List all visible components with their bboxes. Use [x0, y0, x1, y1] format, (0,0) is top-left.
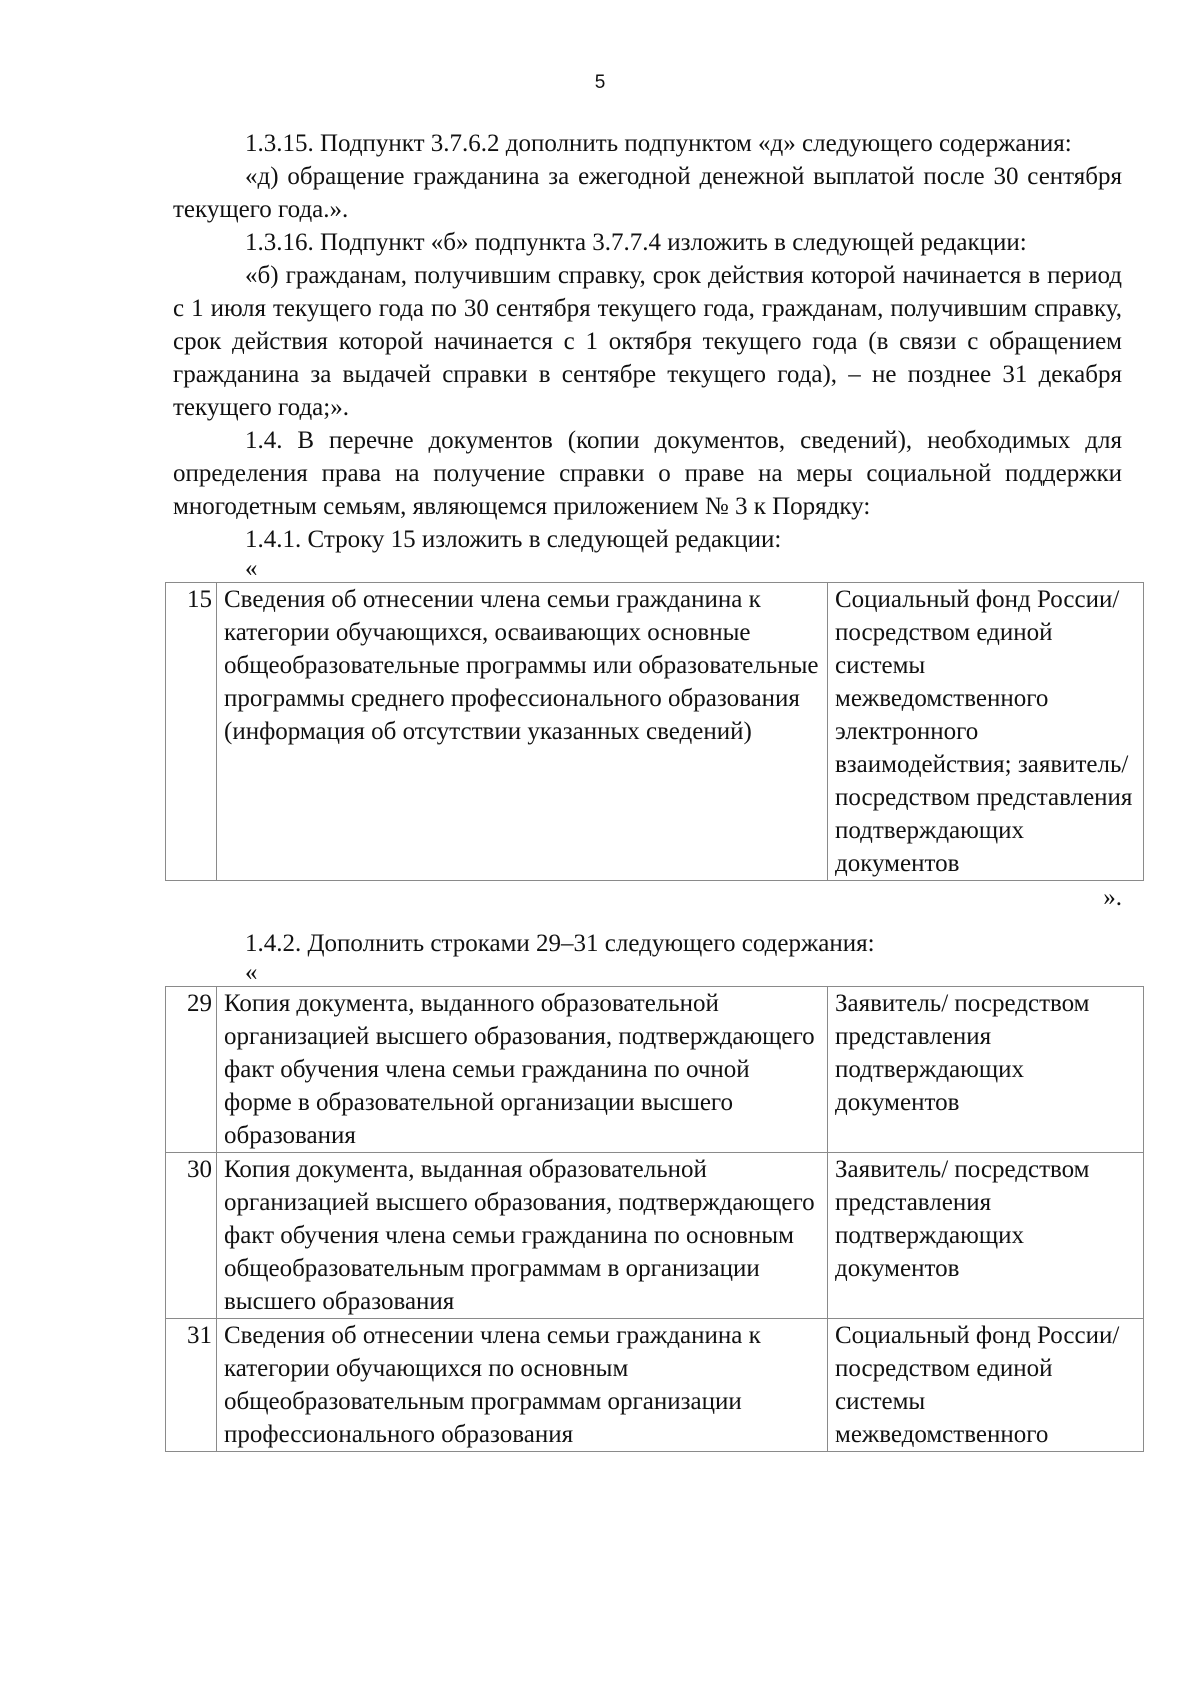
row-description: Сведения об отнесении члена семьи гражданина к категории обучающихся по основным общеобразовательным программам организации профессионального образования [217, 1319, 828, 1452]
row-number: 29 [166, 987, 217, 1153]
table-row [166, 583, 1144, 881]
row-description: Сведения об отнесении члена семьи гражданина к категории обучающихся, осваивающих основные общеобразовательные программы или образовательные программы среднего профессионального образования (информация об отсутствии указанных сведений) [217, 583, 828, 881]
table-rows-29-31 [165, 986, 1144, 1452]
row-number: 15 [166, 583, 217, 881]
paragraph-subitem-d: «д) обращение гражданина за ежегодной денежной выплатой после 30 сентября текущего года.». [173, 163, 1122, 223]
table-row [166, 1319, 1144, 1452]
page-body [173, 127, 1133, 1452]
table-row-15 [165, 582, 1144, 881]
paragraph-1-3-16: 1.3.16. Подпункт «б» подпункта 3.7.7.4 изложить в следующей редакции: [245, 229, 1027, 256]
quote-open-mark-2: « [245, 959, 258, 986]
quote-close-mark: ». [1103, 884, 1122, 911]
row-description: Копия документа, выданная образовательной организацией высшего образования, подтверждающего факт обучения члена семьи гражданина по основным общеобразовательным программам в организации высшего образования [217, 1153, 828, 1319]
paragraph-1-3-15: 1.3.15. Подпункт 3.7.6.2 дополнить подпунктом «д» следующего содержания: [245, 130, 1072, 157]
row-source: Заявитель/ посредством представления подтверждающих документов [828, 987, 1144, 1153]
row-description: Копия документа, выданного образовательной организацией высшего образования, подтверждающего факт обучения члена семьи гражданина по очной форме в образовательной организации высшего образования [217, 987, 828, 1153]
paragraph-1-4-2: 1.4.2. Дополнить строками 29–31 следующего содержания: [245, 930, 875, 957]
quote-open-mark: « [245, 555, 258, 582]
paragraph-1-4-1: 1.4.1. Строку 15 изложить в следующей редакции: [245, 526, 782, 553]
paragraph-subitem-b: «б) гражданам, получившим справку, срок действия которой начинается в период с 1 июля текущего года по 30 сентября текущего года, гражданам, получившим справку, срок действия которой начинается с 1 октября текущего года (в связи с обращением гражданина за выдачей справки в сентябре текущего года), – не позднее 31 декабря текущего года;». [173, 262, 1122, 421]
paragraph-1-4: 1.4. В перечне документов (копии документов, сведений), необходимых для определения права на получение справки о праве на меры социальной поддержки многодетным семьям, являющемся приложением № 3 к Порядку: [173, 427, 1122, 520]
table-row [166, 1153, 1144, 1319]
table-row [166, 987, 1144, 1153]
row-source: Социальный фонд России/ посредством единой системы межведомственного электронного взаимодействия; заявитель/ посредством представления подтверждающих документов [828, 583, 1144, 881]
page-number: 5 [594, 72, 606, 93]
row-source: Заявитель/ посредством представления подтверждающих документов [828, 1153, 1144, 1319]
row-source: Социальный фонд России/ посредством единой системы межведомственного [828, 1319, 1144, 1452]
row-number: 30 [166, 1153, 217, 1319]
row-number: 31 [166, 1319, 217, 1452]
